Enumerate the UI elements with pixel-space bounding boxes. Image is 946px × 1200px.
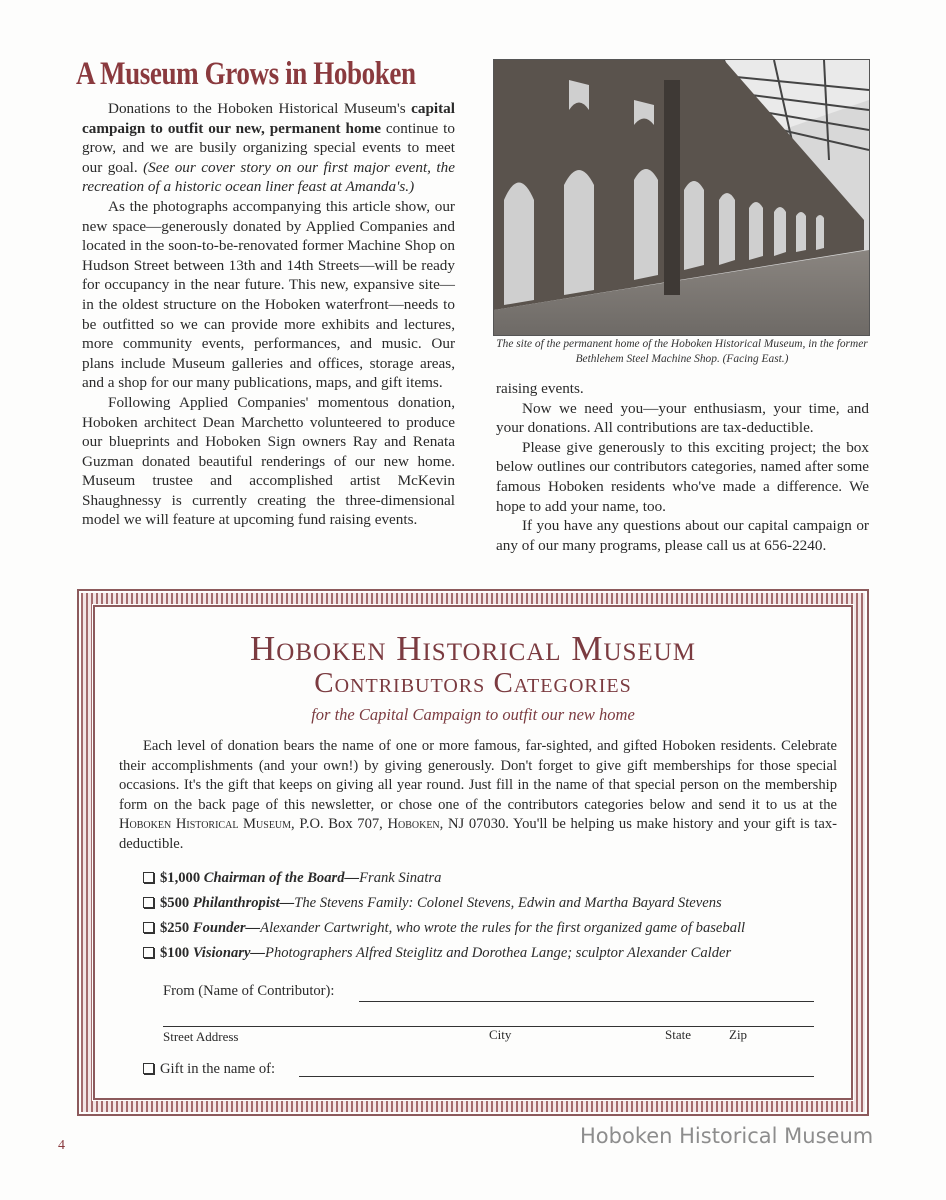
box-subtitle: Contributors Categories [314, 667, 632, 699]
bold-text: capital campaign to outfit our new, permanent home [82, 100, 455, 137]
article-right-column [496, 379, 869, 555]
from-name-field[interactable] [359, 1001, 814, 1002]
category-option-250[interactable] [143, 920, 745, 937]
address-field[interactable] [163, 1026, 814, 1027]
watermark: Hoboken Historical Museum [580, 1124, 874, 1148]
checkbox[interactable] [143, 922, 154, 933]
honorees: Frank Sinatra [359, 870, 442, 886]
gift-label: Gift in the name of: [160, 1061, 276, 1077]
category-name: Chairman of the Board— [203, 870, 360, 886]
category-name: Philanthropist— [192, 895, 295, 911]
box-tagline: for the Capital Campaign to outfit our new home [311, 705, 635, 724]
checkbox[interactable] [143, 897, 154, 908]
paragraph: As the photographs accompanying this article show, our new space—generously donated by Applied Companies and located in the soon-to-be-renovated former Machine Shop on Hudson Street between 13th and 14th Streets—will be ready for occupancy in the near future. This new, expansive site—in the oldest structure on the Hoboken waterfront—needs to be outfitted so we can provide more exhibits and lectures, more community events, performances, and music. Our plans include Museum galleries and offices, storage areas, and a shop for our many publications, maps, and gift items. [82, 197, 455, 392]
zip-label: Zip [729, 1027, 748, 1042]
honorees: Alexander Cartwright, who wrote the rules for the first organized game of baseball [260, 920, 746, 936]
gift-option[interactable] [143, 1061, 275, 1078]
paragraph: Please give generously to this exciting project; the box below outlines our contributors categories, named after some famous Hoboken residents who've made a difference. We hope to add your name, too. [496, 438, 869, 515]
paragraph [82, 99, 455, 197]
category-option-100[interactable] [143, 945, 731, 962]
page-number: 4 [58, 1138, 65, 1153]
article-left-column [82, 99, 455, 530]
category-option-1000[interactable] [143, 870, 441, 887]
paragraph: Now we need you—your enthusiasm, your time, and your donations. All contributions are tax-deductible. [496, 399, 869, 437]
text: , P.O. Box 707, [291, 816, 388, 833]
text: Hoboken Historical Museum [119, 816, 292, 833]
machine-shop-photo [493, 59, 870, 336]
text: Hoboken [387, 816, 440, 833]
text: Each level of donation bears the name of one or more famous, far-sighted, and gifted Hoboken residents. Celebrate their accomplishments (and your own!) by giving generously. Don't forget to give gift memberships for those special occasions. It's the gift that keeps on giving all year round. Just fill in the name of that special person on the membership form on the back page of this newsletter, or chose one of the contributors categories below and send it to us at the [119, 738, 837, 813]
article-title: A Museum Grows in Hoboken [76, 56, 416, 92]
category-name: Visionary— [192, 945, 266, 961]
amount: $250 [160, 920, 190, 936]
text: Donations to the Hoboken Historical Museum's [108, 100, 412, 117]
amount: $100 [160, 945, 190, 961]
italic-text: (See our cover story on our first major event, the recreation of a historic ocean liner feast at Amanda's.) [82, 158, 455, 196]
city-label: City [489, 1027, 512, 1042]
paragraph: raising events. [496, 380, 584, 397]
text: , NJ 07030. You'll be helping us make history and your gift is tax-deductible. [119, 816, 837, 852]
amount: $1,000 [160, 870, 201, 886]
category-name: Founder— [192, 920, 261, 936]
amount: $500 [160, 895, 190, 911]
box-paragraph [119, 737, 837, 855]
paragraph: If you have any questions about our capital campaign or any of our many programs, please call us at 656-2240. [496, 517, 869, 554]
checkbox[interactable] [143, 947, 154, 958]
box-title: Hoboken Historical Museum [250, 629, 696, 668]
photo-caption: The site of the permanent home of the Hoboken Historical Museum, in the former Bethlehem Steel Machine Shop. (Facing East.) [496, 338, 868, 365]
contributors-categories-box [77, 589, 869, 1116]
paragraph: Following Applied Companies' momentous donation, Hoboken architect Dean Marchetto volunteered to produce our blueprints and Hoboken Sign owners Ray and Renata Guzman donated beautiful renderings of our new home. Museum trustee and accomplished artist McKevin Shaughnessy is currently creating the three-dimensional model we will feature at upcoming fund raising events. [82, 393, 455, 529]
gift-name-field[interactable] [299, 1076, 814, 1077]
from-label: From (Name of Contributor): [163, 983, 335, 999]
text: continue to grow, and we are busily organizing special events to meet our goal. [82, 119, 455, 176]
honorees: Photographers Alfred Steiglitz and Dorothea Lange; sculptor Alexander Calder [265, 945, 732, 961]
checkbox[interactable] [143, 872, 154, 883]
honorees: The Stevens Family: Colonel Stevens, Edwin and Martha Bayard Stevens [294, 895, 722, 911]
street-address-label: Street Address [163, 1029, 239, 1044]
category-option-500[interactable] [143, 895, 722, 912]
state-label: State [665, 1027, 691, 1042]
checkbox[interactable] [143, 1063, 154, 1074]
